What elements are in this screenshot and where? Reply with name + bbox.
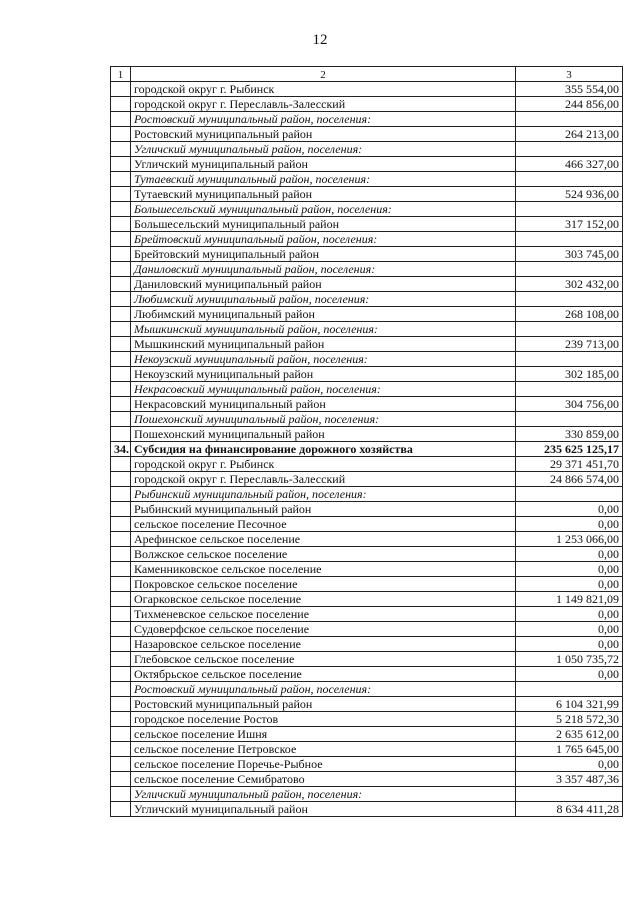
item-name: Некоузский муниципальный район (131, 367, 516, 382)
table-row (111, 427, 623, 442)
amount: 6 104 321,99 (516, 697, 623, 712)
amount (516, 262, 623, 277)
item-name: Мышкинский муниципальный район, поселения: (131, 322, 516, 337)
row-number (111, 787, 131, 802)
column-header-amount: 3 (516, 67, 623, 82)
row-number (111, 322, 131, 337)
row-number (111, 382, 131, 397)
item-name: Рыбинский муниципальный район, поселения: (131, 487, 516, 502)
amount: 8 634 411,28 (516, 802, 623, 817)
amount (516, 292, 623, 307)
district-subheading-row (111, 202, 623, 217)
amount: 0,00 (516, 502, 623, 517)
item-name: Некоузский муниципальный район, поселения: (131, 352, 516, 367)
amount (516, 682, 623, 697)
item-name: Огарковское сельское поселение (131, 592, 516, 607)
district-subheading-row (111, 682, 623, 697)
item-name: Любимский муниципальный район, поселения: (131, 292, 516, 307)
item-name: Угличский муниципальный район, поселения: (131, 142, 516, 157)
amount: 330 859,00 (516, 427, 623, 442)
table-row (111, 367, 623, 382)
amount (516, 202, 623, 217)
item-name: сельское поселение Петровское (131, 742, 516, 757)
amount: 3 357 487,36 (516, 772, 623, 787)
row-number (111, 172, 131, 187)
item-name: Угличский муниципальный район (131, 802, 516, 817)
amount (516, 322, 623, 337)
item-name: Любимский муниципальный район (131, 307, 516, 322)
item-name: Брейтовский муниципальный район, поселения: (131, 232, 516, 247)
row-number (111, 727, 131, 742)
table-row (111, 457, 623, 472)
district-subheading-row (111, 172, 623, 187)
amount: 0,00 (516, 577, 623, 592)
row-number (111, 367, 131, 382)
row-number (111, 667, 131, 682)
item-name: сельское поселение Поречье-Рыбное (131, 757, 516, 772)
subsidy-table (110, 66, 623, 817)
row-number (111, 112, 131, 127)
row-number (111, 217, 131, 232)
column-header-number: 1 (111, 67, 131, 82)
item-name: Некрасовский муниципальный район, поселения: (131, 382, 516, 397)
district-subheading-row (111, 142, 623, 157)
amount: 317 152,00 (516, 217, 623, 232)
item-name: сельское поселение Песочное (131, 517, 516, 532)
row-number (111, 547, 131, 562)
row-number: 34. (111, 442, 131, 457)
row-number (111, 412, 131, 427)
row-number (111, 652, 131, 667)
amount: 466 327,00 (516, 157, 623, 172)
row-number (111, 307, 131, 322)
district-subheading-row (111, 292, 623, 307)
row-number (111, 157, 131, 172)
table-row (111, 757, 623, 772)
table-row (111, 802, 623, 817)
item-name: Даниловский муниципальный район (131, 277, 516, 292)
amount (516, 232, 623, 247)
item-name: Ростовский муниципальный район (131, 697, 516, 712)
table-row (111, 742, 623, 757)
row-number (111, 757, 131, 772)
row-number (111, 637, 131, 652)
row-number (111, 232, 131, 247)
table-row (111, 562, 623, 577)
row-number (111, 607, 131, 622)
page-number: 12 (312, 32, 328, 48)
amount: 0,00 (516, 757, 623, 772)
district-subheading-row (111, 787, 623, 802)
row-number (111, 802, 131, 817)
item-name: Субсидия на финансирование дорожного хозяйства (131, 442, 516, 457)
district-subheading-row (111, 382, 623, 397)
row-number (111, 487, 131, 502)
table-body (111, 82, 623, 817)
row-number (111, 517, 131, 532)
table-row (111, 247, 623, 262)
item-name: Большесельский муниципальный район (131, 217, 516, 232)
amount: 24 866 574,00 (516, 472, 623, 487)
amount: 1 149 821,09 (516, 592, 623, 607)
amount (516, 487, 623, 502)
item-name: Некрасовский муниципальный район (131, 397, 516, 412)
row-number (111, 397, 131, 412)
amount: 5 218 572,30 (516, 712, 623, 727)
row-number (111, 502, 131, 517)
amount (516, 787, 623, 802)
item-name: Ростовский муниципальный район (131, 127, 516, 142)
item-name: Тутаевский муниципальный район, поселения: (131, 172, 516, 187)
item-name: Угличский муниципальный район (131, 157, 516, 172)
table-row (111, 82, 623, 97)
row-number (111, 337, 131, 352)
row-number (111, 682, 131, 697)
amount: 0,00 (516, 607, 623, 622)
district-subheading-row (111, 232, 623, 247)
item-name: городской округ г. Переславль-Залесский (131, 472, 516, 487)
row-number (111, 277, 131, 292)
district-subheading-row (111, 322, 623, 337)
district-subheading-row (111, 112, 623, 127)
item-name: Волжское сельское поселение (131, 547, 516, 562)
item-name: городской округ г. Переславль-Залесский (131, 97, 516, 112)
table-row (111, 622, 623, 637)
table-row (111, 337, 623, 352)
amount: 304 756,00 (516, 397, 623, 412)
row-number (111, 427, 131, 442)
amount: 524 936,00 (516, 187, 623, 202)
column-header-row (111, 67, 623, 82)
amount: 29 371 451,70 (516, 457, 623, 472)
amount (516, 142, 623, 157)
amount: 1 253 066,00 (516, 532, 623, 547)
row-number (111, 592, 131, 607)
row-number (111, 127, 131, 142)
table-row (111, 577, 623, 592)
amount: 0,00 (516, 517, 623, 532)
item-name: сельское поселение Ишня (131, 727, 516, 742)
table-row (111, 727, 623, 742)
item-name: Глебовское сельское поселение (131, 652, 516, 667)
table-row (111, 517, 623, 532)
table-row (111, 712, 623, 727)
row-number (111, 577, 131, 592)
amount (516, 172, 623, 187)
row-number (111, 472, 131, 487)
table-row (111, 472, 623, 487)
row-number (111, 622, 131, 637)
row-number (111, 352, 131, 367)
district-subheading-row (111, 352, 623, 367)
row-number (111, 712, 131, 727)
amount: 303 745,00 (516, 247, 623, 262)
item-name: Ростовский муниципальный район, поселения: (131, 682, 516, 697)
row-number (111, 142, 131, 157)
item-name: Арефинское сельское поселение (131, 532, 516, 547)
amount: 1 765 645,00 (516, 742, 623, 757)
table-row (111, 697, 623, 712)
row-number (111, 457, 131, 472)
row-number (111, 187, 131, 202)
table-row (111, 217, 623, 232)
item-name: Тутаевский муниципальный район (131, 187, 516, 202)
amount: 0,00 (516, 562, 623, 577)
row-number (111, 82, 131, 97)
item-name: Ростовский муниципальный район, поселения: (131, 112, 516, 127)
item-name: городской округ г. Рыбинск (131, 457, 516, 472)
item-name: Пошехонский муниципальный район (131, 427, 516, 442)
table-row (111, 532, 623, 547)
item-name: сельское поселение Семибратово (131, 772, 516, 787)
item-name: Тихменевское сельское поселение (131, 607, 516, 622)
table-row (111, 157, 623, 172)
amount: 0,00 (516, 637, 623, 652)
item-name: Угличский муниципальный район, поселения: (131, 787, 516, 802)
item-name: Октябрьское сельское поселение (131, 667, 516, 682)
item-name: Каменниковское сельское поселение (131, 562, 516, 577)
amount: 0,00 (516, 667, 623, 682)
amount (516, 112, 623, 127)
amount: 0,00 (516, 622, 623, 637)
amount: 268 108,00 (516, 307, 623, 322)
row-number (111, 202, 131, 217)
row-number (111, 97, 131, 112)
table-row (111, 97, 623, 112)
district-subheading-row (111, 487, 623, 502)
item-name: Назаровское сельское поселение (131, 637, 516, 652)
row-number (111, 247, 131, 262)
amount (516, 412, 623, 427)
table-row (111, 307, 623, 322)
table-row (111, 667, 623, 682)
table-row (111, 607, 623, 622)
amount: 264 213,00 (516, 127, 623, 142)
section-heading-row (111, 442, 623, 457)
table-row (111, 502, 623, 517)
item-name: Даниловский муниципальный район, поселения: (131, 262, 516, 277)
table-row (111, 127, 623, 142)
amount (516, 382, 623, 397)
item-name: Мышкинский муниципальный район (131, 337, 516, 352)
row-number (111, 262, 131, 277)
row-number (111, 697, 131, 712)
amount: 1 050 735,72 (516, 652, 623, 667)
amount: 0,00 (516, 547, 623, 562)
item-name: Большесельский муниципальный район, поселения: (131, 202, 516, 217)
amount: 2 635 612,00 (516, 727, 623, 742)
table-row (111, 592, 623, 607)
table-row (111, 652, 623, 667)
item-name: Пошехонский муниципальный район, поселения: (131, 412, 516, 427)
table-row (111, 277, 623, 292)
row-number (111, 292, 131, 307)
district-subheading-row (111, 262, 623, 277)
table-row (111, 187, 623, 202)
amount: 355 554,00 (516, 82, 623, 97)
row-number (111, 772, 131, 787)
amount: 239 713,00 (516, 337, 623, 352)
district-subheading-row (111, 412, 623, 427)
table-row (111, 772, 623, 787)
amount: 302 432,00 (516, 277, 623, 292)
table-row (111, 547, 623, 562)
table-row (111, 637, 623, 652)
item-name: городское поселение Ростов (131, 712, 516, 727)
amount (516, 352, 623, 367)
amount: 302 185,00 (516, 367, 623, 382)
item-name: Брейтовский муниципальный район (131, 247, 516, 262)
table-row (111, 397, 623, 412)
row-number (111, 742, 131, 757)
item-name: Рыбинский муниципальный район (131, 502, 516, 517)
amount: 244 856,00 (516, 97, 623, 112)
amount: 235 625 125,17 (516, 442, 623, 457)
column-header-name: 2 (131, 67, 516, 82)
item-name: городской округ г. Рыбинск (131, 82, 516, 97)
row-number (111, 532, 131, 547)
item-name: Покровское сельское поселение (131, 577, 516, 592)
row-number (111, 562, 131, 577)
item-name: Судоверфское сельское поселение (131, 622, 516, 637)
